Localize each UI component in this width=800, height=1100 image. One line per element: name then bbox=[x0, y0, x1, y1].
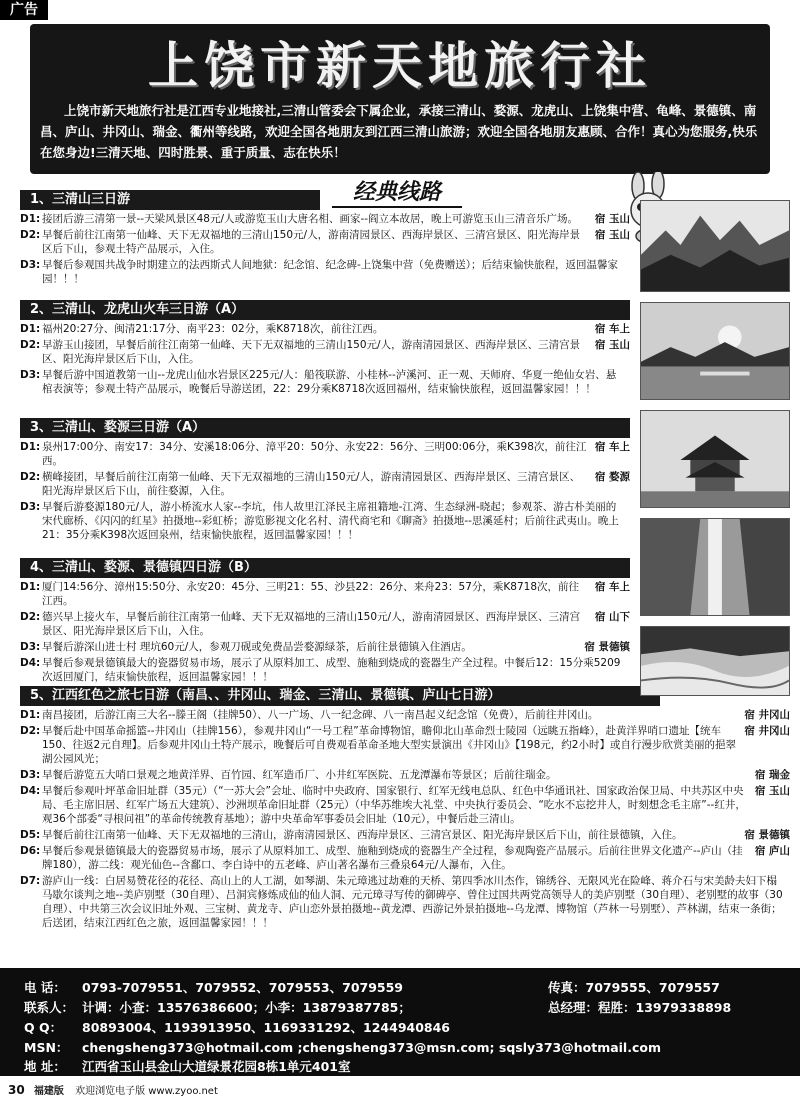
page-footer bbox=[0, 1080, 800, 1100]
stay-text bbox=[624, 258, 630, 286]
day-item bbox=[20, 844, 790, 872]
route-section-4 bbox=[20, 558, 630, 684]
pavilion-photo bbox=[640, 410, 790, 508]
day-text: 早餐后游深山进士村 理坑60元/人，参观刀砚或免费品尝婺源绿茶，后前往景德镇入住酒店。 bbox=[42, 641, 472, 653]
classic-routes-badge: 经典线路 bbox=[332, 178, 462, 208]
day-item bbox=[20, 828, 790, 842]
stay-text: 宿 井冈山 bbox=[744, 725, 790, 737]
day-label: D1: bbox=[20, 581, 41, 593]
day-text: 早餐后游中国道教第一山--龙虎山仙水岩景区225元/人：船筏联游、小桂林--泸溪河、正一观、天师府、华夏一绝仙女岩、悬棺表演等；参观土特产品展示，晚餐后导游送团，22：29分乘K8718次返回福州，结束愉快旅程，返回温馨家园！！！ bbox=[42, 369, 617, 395]
day-label: D3: bbox=[20, 501, 41, 513]
day-text: 早餐后参观景德镇最大的瓷器贸易市场，展示了从原料加工、成型、施釉到烧成的瓷器生产全过程，参观陶瓷产品展示。后前往世界文化遗产--庐山（挂牌180），游二线：观光仙色--含鄱口、李白诗中的五老峰、庐山著名瀑布三叠泉64元/人瀑布，入住。 bbox=[42, 845, 743, 871]
day-item bbox=[20, 500, 630, 542]
gm-text: 程胜：13979338898 bbox=[598, 1000, 732, 1015]
day-item bbox=[20, 258, 630, 286]
day-item bbox=[20, 724, 790, 766]
day-label: D2: bbox=[20, 339, 41, 351]
route-section-1 bbox=[20, 190, 630, 286]
phone-numbers: 0793-7079551、7079552、7079553、7079559 bbox=[82, 980, 404, 995]
stay-text bbox=[624, 656, 630, 684]
day-text: 厦门14:56分、漳州15:50分、永安20：45分、三明21：55、沙县22：26分、来舟23：57分，乘K8718次，前往江西。 bbox=[42, 581, 580, 607]
day-item bbox=[20, 610, 630, 638]
stay-text: 宿 庐山 bbox=[754, 845, 790, 857]
route-title: 2、三清山、龙虎山火车三日游（A） bbox=[20, 300, 630, 320]
page-title: 上饶市新天地旅行社 bbox=[148, 36, 652, 95]
contact-block bbox=[0, 968, 800, 1076]
day-text: 德兴早上接火车，早餐后前往江南第一仙峰、天下无双福地的三清山150元/人，游南清园景区、西海岸景区、三清宫景区、阳光海岸景区后下山，入住。 bbox=[42, 611, 581, 637]
stay-text: 宿 玉山 bbox=[754, 785, 790, 797]
day-text: 游庐山一线：白居易赞花径的花径、高山上的人工湖，如琴湖、朱元璋逃过劫难的天桥、第四季冰川杰作，锦绣谷、无限风光在险峰、蒋介石与宋美龄夫妇下榻马歇尔谈判之地--美庐别墅（30自理）、吕洞宾修炼成仙的仙人洞、元元璋寻写传的御碑亭、曾住过国共两党高领导人的美庐别墅（30自理）、老别墅的故事（30自理）、中共第三次会议旧址外观、三宝树、黄龙寺、庐山恋外景拍摄地--黄龙潭、西游记外景拍摄地--乌龙潭、博物馆（芦林一号别墅）、芦林湖，结束一条街；后送团，结束江西红色之旅，返回温馨家园！！！ bbox=[42, 875, 783, 929]
stay-text bbox=[784, 874, 790, 930]
route-section-3 bbox=[20, 418, 630, 542]
day-item bbox=[20, 440, 630, 468]
day-text: 南昌接团，后游江南三大名--滕王阁（挂牌50）、八一广场、八一纪念碑、八一南昌起义纪念馆（免费），后前往井冈山。 bbox=[42, 709, 599, 721]
day-label: D1: bbox=[20, 213, 41, 225]
day-label: D2: bbox=[20, 725, 41, 737]
contacts-row bbox=[24, 998, 411, 1016]
sunset-lake-photo bbox=[640, 302, 790, 400]
day-item bbox=[20, 338, 630, 366]
day-item bbox=[20, 368, 630, 396]
day-text: 早餐后参观叶坪革命旧址群（35元）（“一苏大会”会址、临时中央政府、国家银行、红军无线电总队、红色中华通讯社、国家政治保卫局、中共苏区中央局、毛主席旧居、红军广场五大建筑）、沙洲坝革命旧址群（25元）（中华苏维埃大礼堂、中央执行委员会、“吃水不忘挖井人，时刻想念毛主席”--红井，观36个部委“寻根问祖”的革命传统教育基地）；游中央革命军事委员会旧址（10元），中餐后赴三清山。 bbox=[42, 785, 746, 825]
gm-label: 总经理： bbox=[548, 1000, 599, 1015]
stay-text bbox=[624, 368, 630, 396]
address-text: 江西省玉山县金山大道绿景花园8栋1单元401室 bbox=[82, 1059, 351, 1074]
day-item bbox=[20, 640, 630, 654]
waterfall-photo bbox=[640, 518, 790, 616]
day-label: D4: bbox=[20, 785, 41, 797]
qq-numbers: 80893004、1193913950、1169331292、1244940846 bbox=[82, 1020, 451, 1035]
day-text: 早餐后游览五大哨口景观之地黄洋界、百竹园、红军造币厂、小井红军医院、五龙潭瀑布等景区；后前往瑞金。 bbox=[42, 769, 557, 781]
stay-text: 宿 玉山 bbox=[594, 213, 630, 225]
day-label: D6: bbox=[20, 845, 41, 857]
day-label: D3: bbox=[20, 259, 41, 271]
contacts-text: 计调：小查：13576386600；小李：13879387785； bbox=[82, 1000, 411, 1015]
stay-text: 宿 车上 bbox=[594, 441, 630, 453]
day-item bbox=[20, 708, 790, 722]
day-text: 早餐后游婺源180元/人，游小桥流水人家--李坑，伟人故里江泽民主席祖籍地-江湾、生态绿洲-晓起；参观茶、游古朴美丽的宋代廊桥、《闪闪的红星》拍摄地--彩虹桥；游览影视文化名村、清代商宅和《聊斋》拍摄地--思溪延村；后前往武夷山。晚上21：35分乘K398次返回泉州，结束愉快旅程，返回温馨家园！！！ bbox=[42, 501, 619, 541]
day-label: D5: bbox=[20, 829, 41, 841]
day-text: 福州20:27分、闽清21:17分、南平23：02分，乘K8718次，前往江西。 bbox=[42, 323, 384, 335]
day-item bbox=[20, 322, 630, 336]
day-label: D3: bbox=[20, 769, 41, 781]
edition-label: 福建版 bbox=[33, 1086, 64, 1097]
address-label: 地 址： bbox=[24, 1059, 66, 1074]
day-text: 早餐后参观景德镇最大的瓷器贸易市场，展示了从原料加工、成型、施釉到烧成的瓷器生产全过程。中餐后12：15分乘5209次返回厦门，结束愉快旅程，返回温馨家园！！！ bbox=[42, 657, 621, 683]
day-label: D3: bbox=[20, 369, 41, 381]
day-text: 横峰接团，早餐后前往江南第一仙峰、天下无双福地的三清山150元/人，游南清园景区、西海岸景区、三清宫景区、阳光海岸景区后下山，前往婺源，入住。 bbox=[42, 471, 581, 497]
day-item bbox=[20, 656, 630, 684]
website-text: 欢迎浏览电子版 www.zyoo.net bbox=[75, 1086, 218, 1097]
stay-text: 宿 景德镇 bbox=[584, 641, 630, 653]
day-text: 早游玉山接团，早餐后前往江南第一仙峰、天下无双福地的三清山150元/人，游南清园景区、西海岸景区、三清宫景区、阳光海岸景区后下山，入住。 bbox=[42, 339, 581, 365]
day-label: D1: bbox=[20, 441, 41, 453]
stay-text: 宿 玉山 bbox=[594, 229, 630, 241]
route-section-2 bbox=[20, 300, 630, 396]
day-label: D3: bbox=[20, 641, 41, 653]
route-title: 5、江西红色之旅七日游（南昌、、井冈山、瑞金、三清山、景德镇、庐山七日游） bbox=[20, 686, 660, 706]
day-item bbox=[20, 212, 630, 226]
day-label: D4: bbox=[20, 657, 41, 669]
route-title: 1、三清山三日游 bbox=[20, 190, 320, 210]
phone-label: 电 话： bbox=[24, 980, 66, 995]
intro-text: 上饶市新天地旅行社是江西专业地接社,三清山管委会下属企业，承接三清山、婺源、龙虎山、上饶集中营、龟峰、景德镇、南昌、庐山、井冈山、瑞金、衢州等线路，欢迎全国各地朋友到江西三清山旅游；欢迎全国各地朋友惠顾、合作！真心为您服务,快乐在您身边!三清天地、四时胜景、重于质量、志在快乐！ bbox=[40, 103, 758, 160]
stay-text: 宿 瑞金 bbox=[754, 769, 790, 781]
qq-label: Q Q： bbox=[24, 1020, 63, 1035]
day-item bbox=[20, 768, 790, 782]
fax-numbers: 7079555、7079557 bbox=[585, 980, 720, 995]
ad-tag: 广告 bbox=[0, 0, 48, 20]
qq-row bbox=[24, 1018, 450, 1036]
day-item bbox=[20, 470, 630, 498]
fax-row bbox=[548, 978, 720, 996]
day-item bbox=[20, 874, 790, 930]
stay-text: 宿 山下 bbox=[594, 611, 630, 623]
day-label: D2: bbox=[20, 611, 41, 623]
day-text: 早餐后前往江南第一仙峰、天下无双福地的三清山，游南清园景区、西海岸景区、三清宫景区、阳光海岸景区后下山，前往景德镇，入住。 bbox=[42, 829, 683, 841]
day-text: 早餐后前往江南第一仙峰、天下无双福地的三清山150元/人，游南清园景区、西海岸景区、三清宫景区、阳光海岸景区后下山，参观土特产品展示，入住。 bbox=[42, 229, 581, 255]
msn-label: MSN： bbox=[24, 1040, 69, 1055]
page-number: 30 bbox=[8, 1083, 25, 1097]
day-text: 泉州17:00分、南安17：34分、安溪18:06分、漳平20：50分、永安22：56分、三明00:06分，乘K398次，前往江西。 bbox=[42, 441, 587, 467]
contacts-label: 联系人： bbox=[24, 1000, 75, 1015]
day-item bbox=[20, 228, 630, 256]
day-label: D2: bbox=[20, 229, 41, 241]
fax-label: 传真： bbox=[548, 980, 586, 995]
route-section-5 bbox=[20, 686, 790, 930]
stay-text: 宿 玉山 bbox=[594, 339, 630, 351]
msn-row bbox=[24, 1038, 661, 1056]
stay-text: 宿 景德镇 bbox=[744, 829, 790, 841]
day-label: D1: bbox=[20, 709, 41, 721]
route-title: 3、三清山、婺源三日游（A） bbox=[20, 418, 630, 438]
day-label: D1: bbox=[20, 323, 41, 335]
route-title: 4、三清山、婺源、景德镇四日游（B） bbox=[20, 558, 630, 578]
day-label: D2: bbox=[20, 471, 41, 483]
day-text: 接团后游三清第一景--天梁风景区48元/人或游览玉山大唐名相、画家--阎立本故居，晚上可游览玉山三清音乐广场。 bbox=[42, 213, 579, 225]
day-text: 早餐后参观国共战争时期建立的法西斯式人间地狱：纪念馆、纪念碑-上饶集中营（免费赠送）；后结束愉快旅程，返回温馨家园！！！ bbox=[42, 259, 619, 285]
address-row bbox=[24, 1057, 351, 1075]
day-label: D7: bbox=[20, 875, 41, 887]
day-item bbox=[20, 580, 630, 608]
mountain-photo-1 bbox=[640, 200, 790, 292]
day-item bbox=[20, 784, 790, 826]
phone-row bbox=[24, 978, 403, 996]
stay-text bbox=[624, 500, 630, 542]
stay-text: 宿 车上 bbox=[594, 581, 630, 593]
stay-text: 宿 婺源 bbox=[594, 471, 630, 483]
stay-text: 宿 车上 bbox=[594, 323, 630, 335]
day-text: 早餐后赴中国革命摇篮--井冈山（挂牌156），参观井冈山“一号工程”革命博物馆，瞻仰北山革命烈士陵园（远眺五指峰），赴黄洋界哨口遗址【统车150、往返2元自理】。后参观井冈山土特产展示，晚餐后可自费观看革命圣地大型实景演出《井冈山》【198元，约2小时】或自行漫步欣赏美丽的挹翠湖公园风光； bbox=[42, 725, 736, 765]
stay-text: 宿 井冈山 bbox=[744, 709, 790, 721]
header-banner bbox=[30, 24, 770, 174]
msn-addresses: chengsheng373@hotmail.com ;chengsheng373@msn.com; sqsly373@hotmail.com bbox=[82, 1040, 661, 1055]
river-photo bbox=[640, 626, 790, 696]
gm-row bbox=[548, 998, 731, 1016]
